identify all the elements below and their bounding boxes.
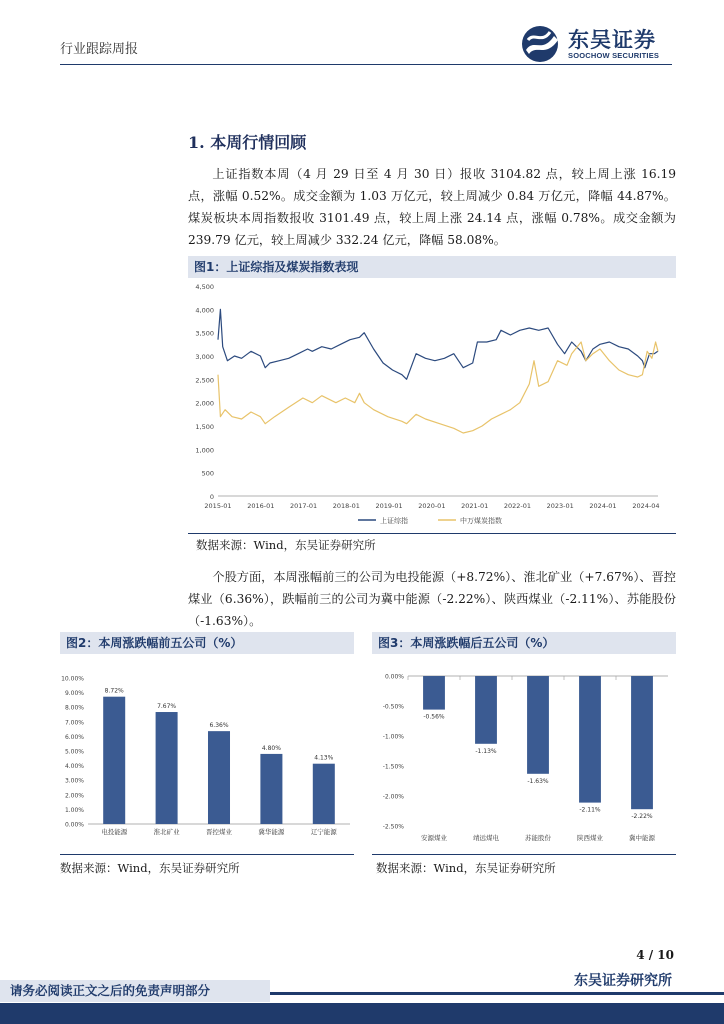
y-tick-label: 0 bbox=[209, 493, 214, 501]
paragraph-index-summary: 上证指数本周（4 月 29 日至 4 月 30 日）报收 3104.82 点，较上周上涨 16.19 点，涨幅 0.52%。成交金额为 1.03 万亿元，较上周减少 0.84 万亿元，降幅 44.87%。煤炭板块本周指数报收 3101.49 点，较上周上涨 24.14 点，涨幅 0.78%。成交金额为 239.79 亿元，较上周减少 332.24 亿元，降幅 58.08%。 bbox=[188, 167, 676, 247]
bar bbox=[475, 676, 497, 744]
bar-value-label: 6.36% bbox=[209, 722, 229, 730]
y-tick-label: 4,000 bbox=[195, 306, 214, 315]
disclaimer-notice[interactable]: 请务必阅读正文之后的免责声明部分 bbox=[0, 980, 270, 1002]
x-tick-label: 2019-01 bbox=[375, 502, 403, 510]
figure3-caption: 图3：本周涨跌幅后五公司（%） bbox=[372, 632, 676, 654]
category-label: 淮北矿业 bbox=[153, 828, 180, 836]
bar-value-label: 7.67% bbox=[157, 703, 177, 711]
bar-value-label: 4.80% bbox=[261, 744, 281, 752]
section-title: 1. 本周行情回顾 bbox=[188, 133, 307, 152]
legend-label: 中万煤炭指数 bbox=[460, 517, 502, 525]
figure2-chart bbox=[60, 656, 354, 854]
page-number: 4 / 10 bbox=[636, 948, 674, 962]
top-five-bar-chart bbox=[60, 656, 354, 854]
y-tick-label: -2.50% bbox=[382, 823, 404, 831]
category-label: 安源煤业 bbox=[421, 834, 447, 842]
bar-value-label: -2.22% bbox=[631, 813, 653, 821]
y-tick-label: 1,000 bbox=[195, 446, 214, 455]
x-tick-label: 2020-01 bbox=[418, 502, 446, 510]
x-tick-label: 2016-01 bbox=[247, 502, 275, 510]
figure3-source: 数据来源：Wind，东吴证券研究所 bbox=[376, 861, 556, 875]
category-label: 靖远煤电 bbox=[473, 834, 499, 842]
y-tick-label: -1.50% bbox=[382, 763, 404, 771]
bar bbox=[103, 697, 125, 824]
figure3-chart bbox=[372, 656, 676, 854]
y-tick-label: 7.00% bbox=[64, 719, 84, 727]
figure1-chart bbox=[188, 278, 676, 533]
y-tick-label: 4.00% bbox=[64, 763, 84, 771]
footer-band bbox=[0, 1003, 724, 1024]
bar-value-label: -1.63% bbox=[527, 777, 549, 785]
figure3-divider bbox=[372, 854, 676, 855]
y-tick-label: 2.00% bbox=[64, 792, 84, 800]
bar bbox=[527, 676, 549, 774]
y-tick-label: -2.00% bbox=[382, 793, 404, 801]
bar bbox=[423, 676, 445, 710]
bar bbox=[313, 764, 335, 824]
category-label: 辽宁能源 bbox=[310, 828, 337, 836]
header-divider bbox=[60, 64, 672, 65]
y-tick-label: 3.00% bbox=[64, 777, 84, 785]
figure2-divider bbox=[60, 854, 354, 855]
y-tick-label: 500 bbox=[201, 469, 214, 478]
index-line-chart bbox=[188, 278, 676, 533]
category-label: 电投能源 bbox=[101, 828, 128, 836]
bar bbox=[579, 676, 601, 803]
x-tick-label: 2018-01 bbox=[332, 502, 360, 510]
bar-value-label: -0.56% bbox=[423, 713, 445, 721]
y-tick-label: 10.00% bbox=[61, 675, 84, 683]
category-label: 冀华能源 bbox=[258, 828, 285, 836]
bar-value-label: 4.13% bbox=[314, 754, 334, 762]
y-tick-label: 5.00% bbox=[64, 748, 84, 756]
x-tick-label: 2021-01 bbox=[461, 502, 489, 510]
bar-value-label: -1.13% bbox=[475, 747, 497, 755]
bar bbox=[208, 731, 230, 824]
y-tick-label: 3,000 bbox=[195, 353, 214, 361]
stock-movement-paragraph bbox=[188, 566, 676, 632]
bar bbox=[631, 676, 653, 809]
bar-value-label: -2.11% bbox=[579, 806, 601, 814]
y-tick-label: 6.00% bbox=[64, 733, 84, 741]
bar bbox=[260, 754, 282, 824]
footer-institute: 东吴证券研究所 bbox=[574, 973, 672, 989]
y-tick-label: 2,000 bbox=[195, 399, 214, 408]
y-tick-label: 1.00% bbox=[64, 806, 84, 814]
soochow-logo-icon bbox=[520, 24, 564, 64]
x-tick-label: 2024-01 bbox=[589, 502, 617, 510]
y-tick-label: 0.00% bbox=[384, 673, 404, 681]
y-tick-label: 0.00% bbox=[64, 821, 84, 829]
figure2-source: 数据来源：Wind，东吴证券研究所 bbox=[60, 861, 240, 875]
legend-label: 上证综指 bbox=[380, 517, 408, 525]
category-label: 陕西煤业 bbox=[577, 834, 603, 842]
category-label: 冀中能源 bbox=[629, 834, 655, 842]
company-logo bbox=[520, 24, 680, 64]
x-tick-label: 2024-04 bbox=[632, 502, 660, 510]
figure1-caption: 图1：上证综指及煤炭指数表现 bbox=[188, 256, 676, 278]
x-tick-label: 2017-01 bbox=[289, 502, 318, 510]
series-line-coal-index bbox=[218, 342, 658, 433]
x-tick-label: 2022-01 bbox=[503, 502, 532, 510]
figure1-divider bbox=[188, 533, 676, 534]
paragraph-stock-summary: 个股方面，本周涨幅前三的公司为电投能源（+8.72%）、淮北矿业（+7.67%）、晋控煤业（6.36%），跌幅前三的公司为冀中能源（-2.22%）、陕西煤业（-2.11%）、苏能股份（-1.63%）。 bbox=[188, 570, 676, 628]
x-tick-label: 2023-01 bbox=[546, 502, 574, 510]
bottom-five-bar-chart bbox=[372, 656, 676, 854]
bar-value-label: 8.72% bbox=[104, 687, 124, 695]
y-tick-label: 9.00% bbox=[64, 690, 84, 698]
x-tick-label: 2015-01 bbox=[204, 502, 232, 510]
y-tick-label: 4,500 bbox=[195, 283, 214, 291]
y-tick-label: 2,500 bbox=[195, 376, 214, 385]
logo-chinese-name: 东吴证券 bbox=[568, 28, 656, 52]
series-line-sse-composite bbox=[218, 309, 658, 379]
y-tick-label: 3,500 bbox=[195, 329, 214, 338]
figure2-caption: 图2：本周涨跌幅前五公司（%） bbox=[60, 632, 354, 654]
category-label: 苏能股份 bbox=[525, 834, 551, 842]
market-review-paragraph bbox=[188, 163, 676, 251]
y-tick-label: -0.50% bbox=[382, 703, 404, 711]
category-label: 晋控煤业 bbox=[206, 828, 232, 836]
y-tick-label: 1,500 bbox=[195, 423, 214, 431]
figure1-source: 数据来源：Wind，东吴证券研究所 bbox=[196, 538, 376, 552]
y-tick-label: 8.00% bbox=[64, 704, 84, 712]
report-type: 行业跟踪周报 bbox=[60, 42, 139, 57]
bar bbox=[156, 712, 178, 824]
logo-english-name: SOOCHOW SECURITIES bbox=[568, 51, 660, 60]
y-tick-label: -1.00% bbox=[382, 733, 404, 741]
